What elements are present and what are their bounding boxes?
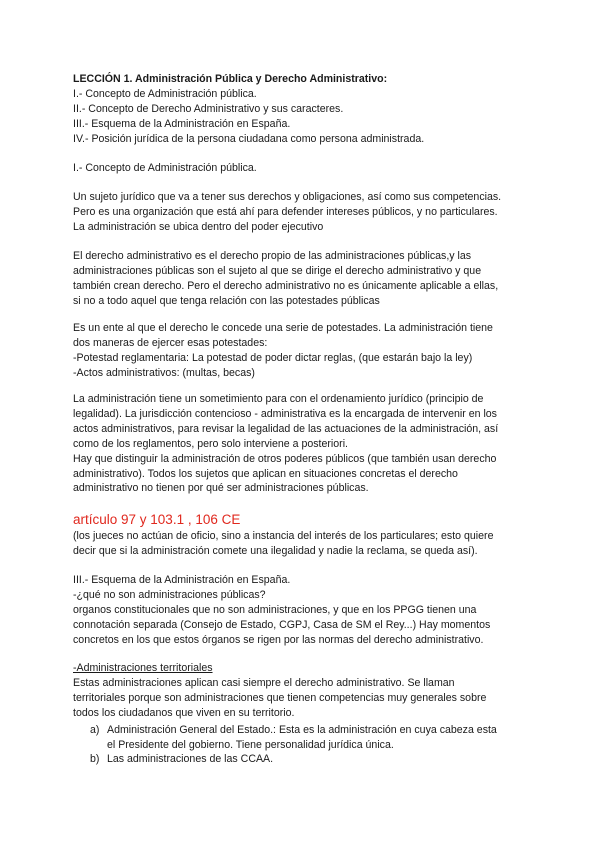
list-item <box>73 752 533 767</box>
text-line: La administración se ubica dentro del poder ejecutivo <box>73 220 324 233</box>
section1-heading: I.- Concepto de Administración pública. <box>73 162 257 174</box>
section1-paragraph-1 <box>73 190 533 235</box>
text-line: administrativo no tienen por qué ser administraciones públicas. <box>73 482 369 495</box>
section1-paragraph-2 <box>73 249 533 309</box>
text-line: concretos en los que estos órganos se rigen por las normas del derecho administrativo. <box>73 633 484 646</box>
red-note-block <box>73 511 533 528</box>
toc-item: II.- Concepto de Derecho Administrativo y sus caracteres. <box>73 102 344 115</box>
text-line: Estas administraciones aplican casi siempre el derecho administrativo. Se llaman <box>73 676 455 689</box>
lesson-title: LECCIÓN 1. Administración Pública y Derecho Administrativo: <box>73 73 388 85</box>
text-line: legalidad). La jurisdicción contencioso - administrativa es la encargada de intervenir en los <box>73 407 497 420</box>
text-line: El derecho administrativo es el derecho propio de las administraciones públicas,y las <box>73 250 472 262</box>
text-line: dos maneras de ejercer esas potestades: <box>73 336 268 349</box>
text-line: (los jueces no actúan de oficio, sino a instancia del interés de los particulares; esto quiere <box>73 530 494 542</box>
text-line: Hay que distinguir la administración de otros poderes públicos (que también usan derecho <box>73 452 497 465</box>
text-line: como de los reglamentos, pero solo interviene a posteriori. <box>73 437 348 450</box>
toc-item: III.- Esquema de la Administración en España. <box>73 117 291 130</box>
text-line: decir que si la administración comete una ilegalidad y nadie la reclama, se queda así). <box>73 544 478 557</box>
text-line: el Presidente del gobierno. Tiene personalidad jurídica única. <box>107 738 394 751</box>
section1-heading-block <box>73 161 533 176</box>
list-marker: a) <box>90 723 100 736</box>
text-line: también crean derecho. Pero el derecho administrativo no es únicamente aplicable a ellas, <box>73 279 499 292</box>
text-line: -Actos administrativos: (multas, becas) <box>73 366 255 379</box>
section1-paragraph-5 <box>73 529 533 559</box>
toc-item: I.- Concepto de Administración pública. <box>73 87 257 100</box>
section1-paragraph-4 <box>73 392 533 496</box>
text-line: si no a todo aquel que tenga relación con las potestades públicas <box>73 294 380 307</box>
header-block <box>73 72 533 147</box>
text-line: territoriales porque son administraciones que tienen competencias muy generales sobre <box>73 691 487 704</box>
toc-item: IV.- Posición jurídica de la persona ciudadana como persona administrada. <box>73 132 425 145</box>
text-line: administraciones públicas son el sujeto al que se dirige el derecho administrativo y que <box>73 264 482 277</box>
section3-block <box>73 573 533 648</box>
text-line: Administración General del Estado.: Esta es la administración en cuya cabeza esta <box>107 723 497 736</box>
list-marker: b) <box>90 753 100 766</box>
text-line: Pero es una organización que está ahí para defender intereses públicos, y no particulares. <box>73 205 498 218</box>
article-reference-note: artículo 97 y 103.1 , 106 CE <box>73 512 241 527</box>
text-line: La administración tiene un sometimiento para con el ordenamiento jurídico (principio de <box>73 393 484 405</box>
section3-heading: III.- Esquema de la Administración en España. <box>73 574 291 586</box>
text-line: Las administraciones de las CCAA. <box>107 753 274 766</box>
text-line: actos administrativos, para revisar la legalidad de las actuaciones de la administración, así <box>73 422 499 435</box>
text-line: -¿qué no son administraciones públicas? <box>73 588 266 601</box>
text-line: connotación separada (Consejo de Estado, CGPJ, Casa de SM el Rey...) Hay momentos <box>73 618 491 631</box>
text-line: Un sujeto jurídico que va a tener sus derechos y obligaciones, así como sus competencias. <box>73 191 502 203</box>
text-line: -Potestad reglamentaria: La potestad de poder dictar reglas, (que estarán bajo la ley) <box>73 351 473 364</box>
text-line: organos constitucionales que no son administraciones, y que en los PPGG tienen una <box>73 603 477 616</box>
text-line: administrativo). Todos los sujetos que aplican en situaciones concretas el derecho <box>73 467 458 480</box>
text-line: todos los ciudadanos que viven en su territorio. <box>73 706 295 719</box>
territorial-subheading: -Administraciones territoriales <box>73 662 213 674</box>
text-line: Es un ente al que el derecho le concede una serie de potestades. La administración tiene <box>73 322 493 334</box>
section1-paragraph-3 <box>73 321 533 381</box>
territorial-block <box>73 661 533 767</box>
list-item <box>73 723 533 753</box>
